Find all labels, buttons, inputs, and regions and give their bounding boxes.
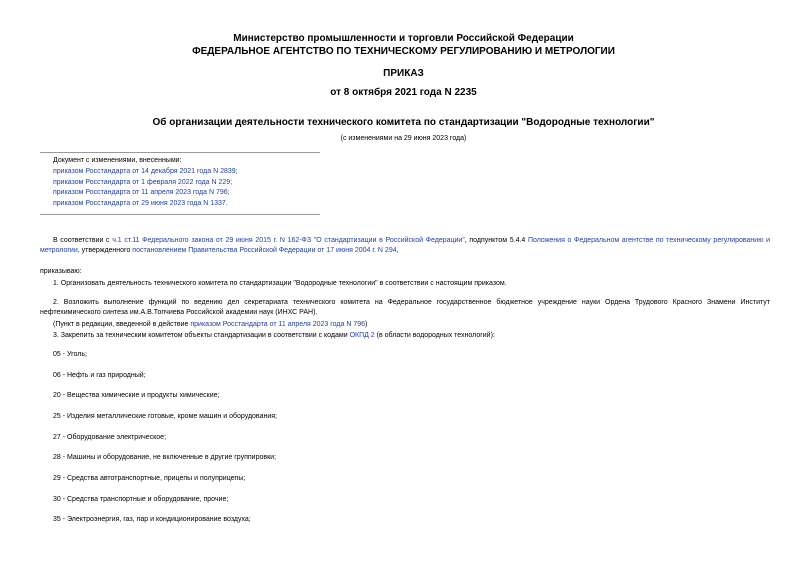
bottom-divider	[40, 214, 320, 215]
order-word: приказываю:	[40, 268, 82, 275]
item-2: 2. Возложить выполнение функций по ведению дел секретариата технического комитета на Федеральное государственное бюджетное учреждение науки Ордена Трудового Красного Знамени Институт нефтехимического синтеза им.А.В.Топчиева Российской академии наук (ИНХС РАН).	[40, 299, 770, 316]
federal-law-link[interactable]: ч.1 ст.11 Федерального закона от 29 июня 2015 г. N 162-ФЗ "О стандартизации в Российской Федерации"	[112, 237, 465, 244]
code-item: 25 - Изделия металлические готовые, кроме машин и оборудования;	[53, 413, 277, 420]
government-decree-link[interactable]: постановлением Правительства Российской Федерации от 17 июня 2004 г. N 294	[132, 247, 397, 254]
item-2-note: (Пункт в редакции, введенной в действие приказом Росстандарта от 11 апреля 2023 года N 796)	[53, 321, 368, 328]
document-date: от 8 октября 2021 года N 2235	[330, 87, 477, 98]
code-item: 06 - Нефть и газ природный;	[53, 372, 146, 379]
code-item: 28 - Машины и оборудование, не включенные в другие группировки;	[53, 454, 277, 461]
changes-intro: Документ с изменениями, внесенными:	[53, 157, 182, 164]
amendment-link[interactable]: приказом Росстандарта от 11 апреля 2023 года N 796	[190, 321, 366, 328]
change-link[interactable]: приказом Росстандарта от 11 апреля 2023 года N 796;	[53, 189, 230, 197]
code-item: 27 - Оборудование электрическое;	[53, 434, 167, 441]
preamble-paragraph: В соответствии с ч.1 ст.11 Федерального закона от 29 июня 2015 г. N 162-ФЗ "О стандартизации в Российской Федерации", подпунктом 5.4.4 Положения о Федеральном агентстве по техническому регулированию и метрологии, утвержденного постановлением Правительства Российской Федерации от 17 июня 2004 г. N 294,	[40, 237, 771, 254]
code-item: 05 - Уголь;	[53, 351, 87, 358]
code-item: 29 - Средства автотранспортные, прицепы и полуприцепы;	[53, 475, 246, 482]
code-item: 35 - Электроэнергия, газ, пар и кондиционирование воздуха;	[53, 516, 251, 523]
item-3: 3. Закрепить за техническим комитетом объекты стандартизации в соответствии с кодами ОКПД 2 (в области водородных технологий):	[53, 332, 495, 339]
document-title: Об организации деятельности технического комитета по стандартизации "Водородные технологии"	[152, 117, 655, 128]
change-link[interactable]: приказом Росстандарта от 29 июня 2023 года N 1337.	[53, 200, 228, 208]
change-link[interactable]: приказом Росстандарта от 1 февраля 2022 года N 229;	[53, 178, 233, 186]
ministry-heading: Министерство промышленности и торговли Российской Федерации	[233, 33, 574, 44]
document-type: ПРИКАЗ	[383, 68, 424, 79]
change-link[interactable]: приказом Росстандарта от 14 декабря 2021 года N 2839;	[53, 167, 238, 175]
agency-heading: ФЕДЕРАЛЬНОЕ АГЕНТСТВО ПО ТЕХНИЧЕСКОМУ РЕГУЛИРОВАНИЮ И МЕТРОЛОГИИ	[192, 46, 615, 57]
item-1: 1. Организовать деятельность технического комитета по стандартизации "Водородные технологии" в соответствии с настоящим приказом.	[53, 280, 507, 287]
changes-box	[40, 152, 320, 215]
code-item: 30 - Средства транспортные и оборудование, прочие;	[53, 496, 229, 503]
okpd-link[interactable]: ОКПД 2	[349, 332, 375, 339]
changes-note: (с изменениями на 29 июня 2023 года)	[340, 135, 467, 142]
regulation-link[interactable]: Положения о Федеральном агентстве по техническому регулированию и метрологии	[40, 237, 771, 254]
code-item: 20 - Вещества химические и продукты химические;	[53, 392, 220, 399]
